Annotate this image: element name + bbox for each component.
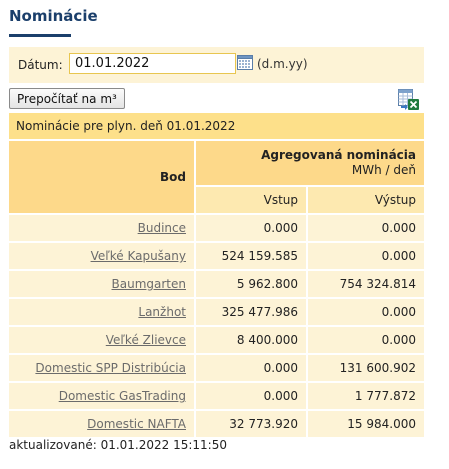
table-row: [9, 297, 424, 325]
vystup-cell: 1 777.872: [308, 381, 424, 409]
vystup-cell: 0.000: [308, 213, 424, 241]
column-header-vystup: Výstup: [308, 185, 424, 213]
bod-link[interactable]: Lanžhot: [138, 305, 186, 319]
date-filter-panel: [9, 47, 424, 83]
column-header-aggregated: [196, 141, 424, 185]
vstup-cell: 0.000: [196, 213, 308, 241]
table-header-row: [9, 141, 424, 185]
date-input[interactable]: [69, 53, 236, 74]
column-header-vstup: Vstup: [196, 185, 308, 213]
bod-link[interactable]: Veľké Kapušany: [90, 249, 186, 263]
excel-export-icon[interactable]: [397, 88, 421, 112]
table-caption: Nominácie pre plyn. deň 01.01.2022: [9, 113, 424, 141]
vystup-cell: 0.000: [308, 241, 424, 269]
bod-cell: [9, 381, 196, 409]
aggregated-title: Agregovaná nominácia: [261, 148, 416, 162]
table-caption-row: [9, 113, 424, 141]
bod-cell: [9, 297, 196, 325]
vstup-cell: 8 400.000: [196, 325, 308, 353]
vstup-cell: 0.000: [196, 381, 308, 409]
table-row: [9, 353, 424, 381]
bod-link[interactable]: Domestic SPP Distribúcia: [35, 361, 186, 375]
bod-cell: [9, 325, 196, 353]
table-row: [9, 381, 424, 409]
page-title: Nominácie: [9, 7, 98, 25]
aggregated-unit: MWh / deň: [351, 163, 416, 177]
bod-link[interactable]: Domestic NAFTA: [87, 417, 186, 431]
table-row: [9, 325, 424, 353]
vstup-cell: 0.000: [196, 353, 308, 381]
date-format-hint: (d.m.yy): [257, 57, 308, 71]
table-row: [9, 213, 424, 241]
vstup-cell: 325 477.986: [196, 297, 308, 325]
vystup-cell: 754 324.814: [308, 269, 424, 297]
last-updated-text: aktualizované: 01.01.2022 15:11:50: [9, 438, 227, 452]
calendar-icon[interactable]: [237, 54, 253, 70]
table-row: [9, 269, 424, 297]
date-label: Dátum:: [18, 58, 63, 72]
table-row: [9, 241, 424, 269]
vstup-cell: 524 159.585: [196, 241, 308, 269]
recalculate-m3-button[interactable]: Prepočítať na m³: [9, 88, 125, 109]
bod-link[interactable]: Baumgarten: [111, 277, 186, 291]
vstup-cell: 32 773.920: [196, 409, 308, 437]
vstup-cell: 5 962.800: [196, 269, 308, 297]
bod-link[interactable]: Budince: [137, 221, 186, 235]
nominations-table: [9, 113, 424, 437]
vystup-cell: 131 600.902: [308, 353, 424, 381]
table-row: [9, 409, 424, 437]
vystup-cell: 15 984.000: [308, 409, 424, 437]
bod-cell: [9, 241, 196, 269]
column-header-bod: Bod: [9, 141, 196, 213]
bod-cell: [9, 269, 196, 297]
vystup-cell: 0.000: [308, 325, 424, 353]
bod-cell: [9, 213, 196, 241]
bod-link[interactable]: Domestic GasTrading: [58, 389, 186, 403]
title-underline: [9, 34, 71, 37]
bod-link[interactable]: Veľké Zlievce: [105, 333, 186, 347]
vystup-cell: 0.000: [308, 297, 424, 325]
bod-cell: [9, 353, 196, 381]
bod-cell: [9, 409, 196, 437]
